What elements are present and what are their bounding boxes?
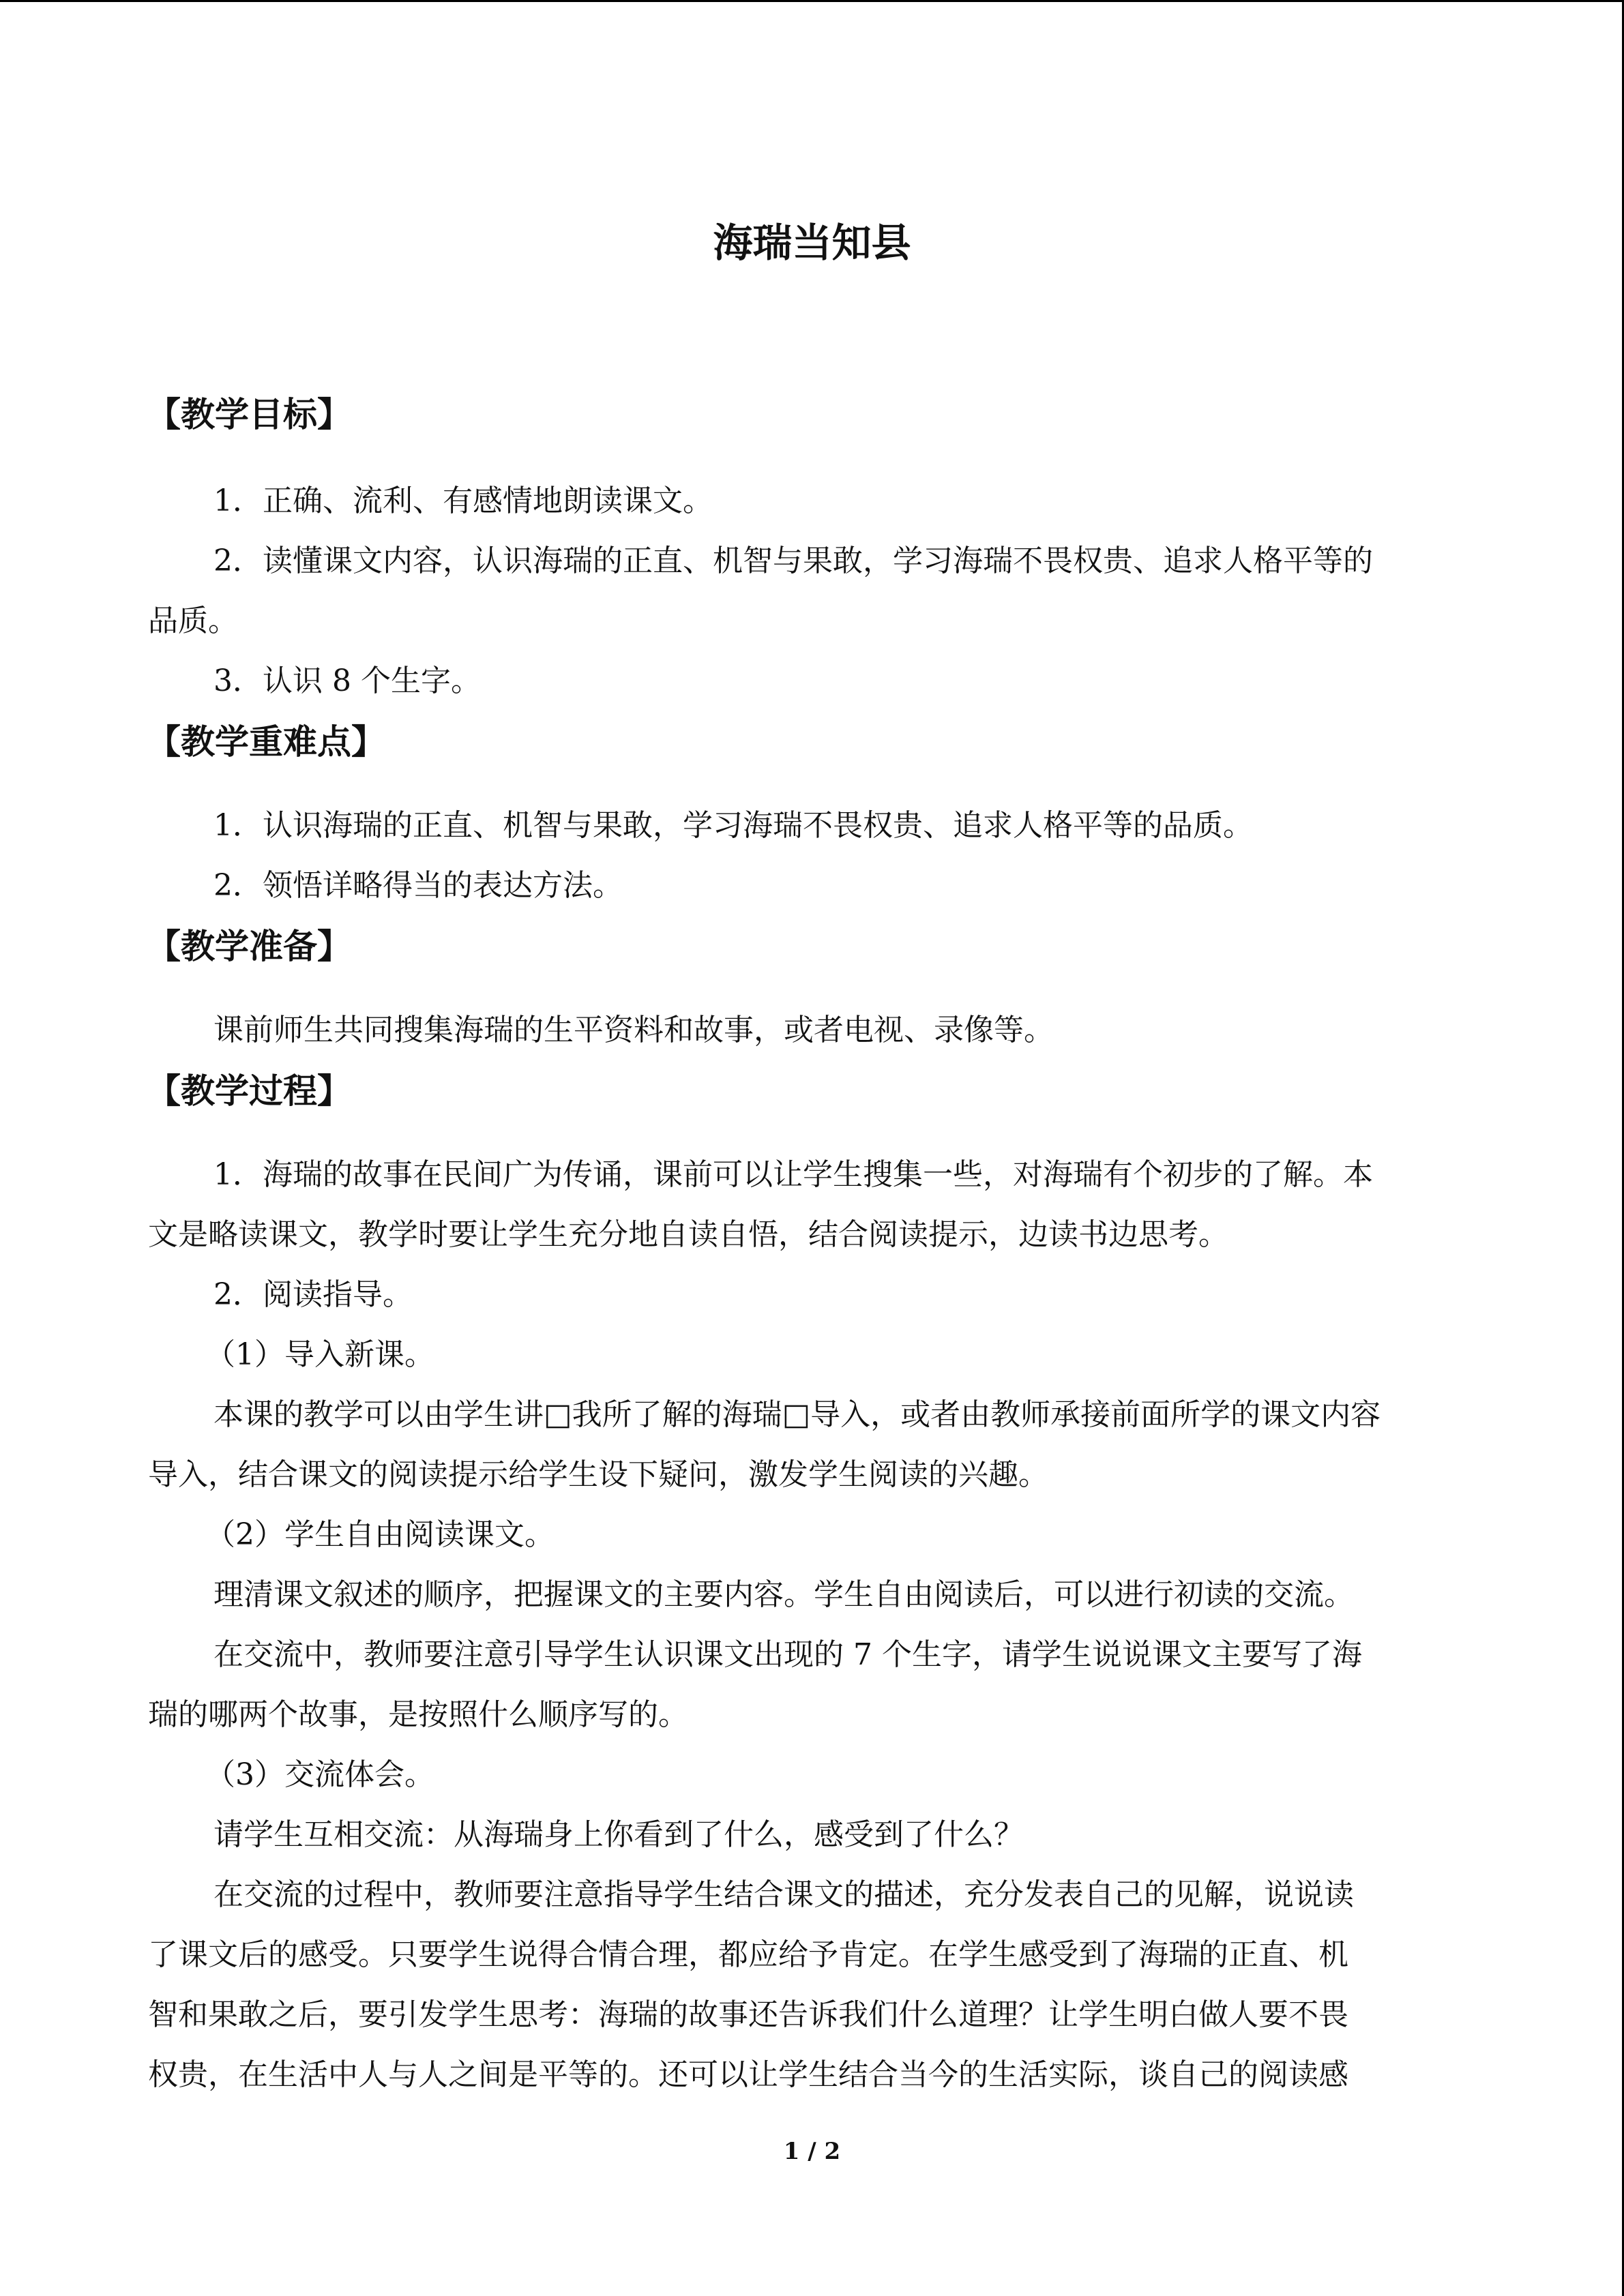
- process-line-9: 在交流中，教师要注意引导学生认识课文出现的 7 个生字，请学生说说课文主要写了海: [213, 1637, 1362, 1672]
- key-points-line-1: 1．认识海瑞的正直、机智与果敢，学习海瑞不畏权贵、追求人格平等的品质。: [213, 808, 1253, 843]
- preparation-line-1: 课前师生共同搜集海瑞的生平资料和故事，或者电视、录像等。: [213, 1013, 1054, 1047]
- process-line-8: 理清课文叙述的顺序，把握课文的主要内容。学生自由阅读后，可以进行初读的交流。: [213, 1577, 1354, 1612]
- process-line-3: 2．阅读指导。: [213, 1277, 413, 1312]
- goals-line-1: 1．正确、流利、有感情地朗读课文。: [213, 483, 713, 518]
- process-line-4: （1）导入新课。: [205, 1337, 434, 1372]
- key-points-line-2: 2．领悟详略得当的表达方法。: [213, 868, 623, 903]
- process-line-10: 瑞的哪两个故事，是按照什么顺序写的。: [148, 1697, 688, 1732]
- process-line-1: 1．海瑞的故事在民间广为传诵，课前可以让学生搜集一些，对海瑞有个初步的了解。本: [213, 1157, 1373, 1192]
- process-line-6: 导入，结合课文的阅读提示给学生设下疑问，激发学生阅读的兴趣。: [148, 1457, 1048, 1492]
- process-line-5: 本课的教学可以由学生讲□我所了解的海瑞□导入，或者由教师承接前面所学的课文内容: [213, 1397, 1381, 1432]
- process-line-11: （3）交流体会。: [205, 1757, 434, 1792]
- document-title: 海瑞当知县: [713, 220, 911, 266]
- process-line-7: （2）学生自由阅读课文。: [205, 1517, 555, 1552]
- process-line-2: 文是略读课文，教学时要让学生充分地自读自悟，结合阅读提示，边读书边思考。: [148, 1217, 1228, 1252]
- goals-line-2-cont: 品质。: [148, 603, 238, 638]
- goals-line-3: 3．认识 8 个生字。: [213, 664, 481, 698]
- process-line-13: 在交流的过程中，教师要注意指导学生结合课文的描述，充分发表自己的见解，说说读: [213, 1877, 1354, 1912]
- section-heading-process: 【教学过程】: [147, 1071, 351, 1111]
- section-heading-preparation: 【教学准备】: [147, 926, 351, 966]
- process-line-12: 请学生互相交流：从海瑞身上你看到了什么，感受到了什么？: [213, 1817, 1024, 1852]
- process-line-16: 权贵，在生活中人与人之间是平等的。还可以让学生结合当今的生活实际，谈自己的阅读感: [148, 2057, 1348, 2092]
- section-heading-key-points: 【教学重难点】: [147, 721, 385, 762]
- goals-line-2: 2．读懂课文内容，认识海瑞的正直、机智与果敢，学习海瑞不畏权贵、追求人格平等的: [213, 543, 1373, 578]
- process-line-15: 智和果敢之后，要引发学生思考：海瑞的故事还告诉我们什么道理？让学生明白做人要不畏: [148, 1997, 1348, 2032]
- page-number: 1 / 2: [783, 2138, 841, 2165]
- document-body: [148, 384, 1477, 2105]
- section-heading-goals: 【教学目标】: [147, 394, 351, 434]
- process-line-14: 了课文后的感受。只要学生说得合情合理，都应给予肯定。在学生感受到了海瑞的正直、机: [148, 1937, 1348, 1972]
